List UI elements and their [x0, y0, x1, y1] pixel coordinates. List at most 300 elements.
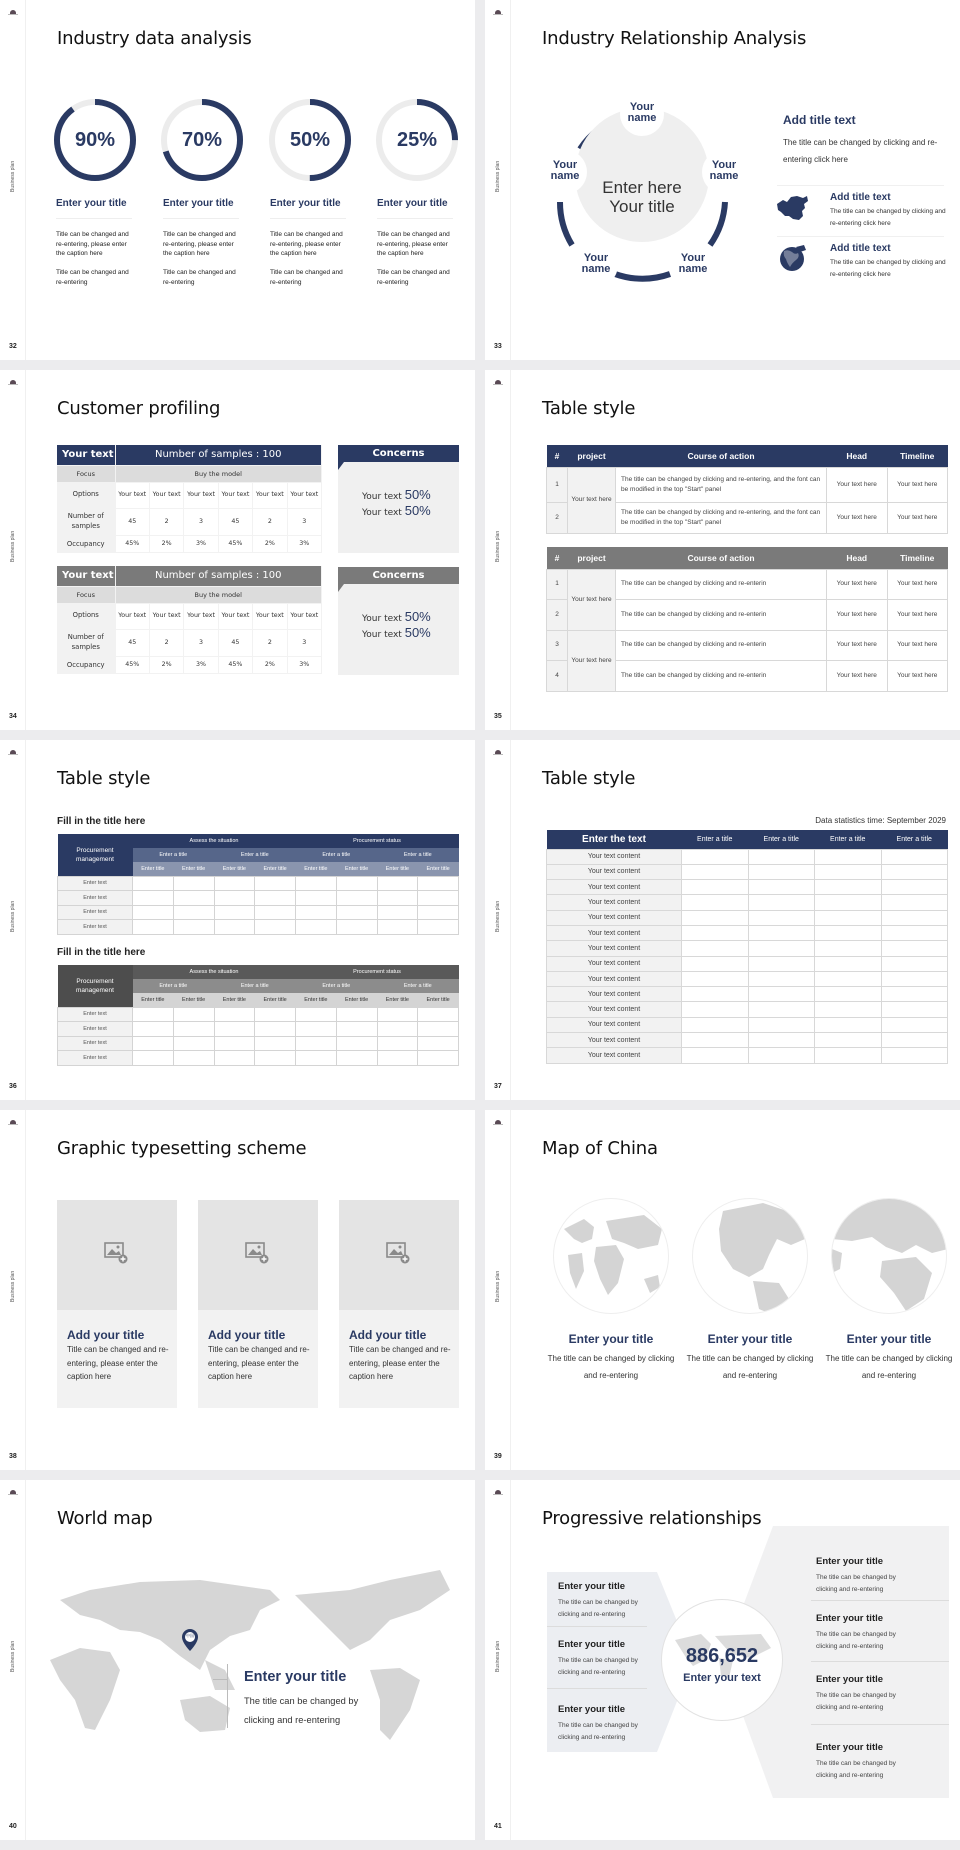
card-title: Add your title [349, 1328, 427, 1342]
table-cell: Your text [287, 603, 321, 629]
table-cell: 3 [184, 629, 218, 656]
slide-title: Table style [57, 768, 151, 789]
empty-cell[interactable] [815, 1002, 882, 1017]
table-cell: 45% [218, 656, 252, 673]
empty-cell[interactable] [296, 1007, 337, 1022]
slide-title: Graphic typesetting scheme [57, 1138, 307, 1159]
empty-cell[interactable] [418, 876, 459, 891]
empty-cell[interactable] [682, 1033, 749, 1048]
logo-icon [493, 1490, 503, 1496]
page-number: 41 [494, 1823, 502, 1830]
table-cell: Your text [184, 482, 218, 508]
row-label: Your text content [547, 971, 682, 986]
empty-cell[interactable] [815, 864, 882, 879]
section-subtitle: Fill in the title here [57, 816, 146, 827]
slide-title: Progressive relationships [542, 1508, 762, 1529]
procurement-table [57, 965, 459, 1066]
divider [777, 236, 944, 237]
empty-cell[interactable] [418, 1007, 459, 1022]
focus-value: Buy the model [115, 586, 322, 603]
empty-cell[interactable] [682, 1017, 749, 1032]
card-title: Add your title [67, 1328, 145, 1342]
empty-cell[interactable] [748, 1048, 815, 1063]
progress-ring [160, 98, 244, 182]
table-cell: Your text [184, 603, 218, 629]
table-row [58, 1036, 459, 1051]
empty-cell[interactable] [418, 891, 459, 906]
cycle-node[interactable] [574, 243, 618, 287]
empty-cell[interactable] [881, 1002, 948, 1017]
empty-cell[interactable] [296, 1022, 337, 1037]
slide-title: Table style [542, 768, 636, 789]
corner-header: Procurement management [58, 965, 133, 1007]
concern-text: Your text [362, 508, 402, 518]
empty-cell[interactable] [815, 849, 882, 864]
empty-cell[interactable] [214, 876, 255, 891]
empty-cell[interactable] [296, 876, 337, 891]
divider [811, 1600, 949, 1601]
table-row [547, 1033, 948, 1048]
action-table [546, 547, 948, 692]
row-label: Your text content [547, 925, 682, 940]
empty-cell[interactable] [748, 849, 815, 864]
slide-36[interactable] [0, 740, 475, 1100]
project-cell: Your text here [568, 467, 616, 533]
slide-38[interactable] [0, 1110, 475, 1470]
cycle-node[interactable] [702, 150, 746, 194]
empty-cell[interactable] [296, 1036, 337, 1051]
empty-cell[interactable] [748, 880, 815, 895]
empty-cell[interactable] [748, 971, 815, 986]
project-cell: Your text here [568, 630, 616, 691]
empty-cell[interactable] [815, 956, 882, 971]
empty-cell[interactable] [682, 1002, 749, 1017]
statistics-time: Data statistics time: September 2029 [815, 816, 946, 825]
empty-cell[interactable] [336, 1036, 377, 1051]
empty-cell[interactable] [682, 971, 749, 986]
row-number: 2 [547, 502, 568, 533]
side-label: Business plan [10, 900, 16, 932]
center-title [575, 178, 709, 216]
empty-cell[interactable] [296, 1051, 337, 1066]
head-cell: Your text here [827, 661, 888, 692]
table-row [547, 630, 948, 661]
empty-cell[interactable] [881, 849, 948, 864]
globe-desc: The title can be changed by clicking and re-entering [547, 1354, 675, 1380]
image-placeholder[interactable] [57, 1200, 177, 1310]
divider [377, 218, 453, 219]
table-cell: 45 [115, 508, 149, 535]
cycle-node[interactable] [620, 92, 664, 136]
empty-cell[interactable] [214, 905, 255, 920]
table-cell: 2 [149, 629, 183, 656]
empty-cell[interactable] [173, 1051, 214, 1066]
empty-cell[interactable] [133, 1036, 174, 1051]
action-cell: The title can be changed by clicking and re-enterin [616, 661, 827, 692]
profile-table [57, 566, 322, 674]
page-number: 34 [9, 713, 17, 720]
center-number: 886,652 [685, 1645, 759, 1667]
empty-cell[interactable] [133, 905, 174, 920]
table-row [547, 941, 948, 956]
section-subtitle: Fill in the title here [57, 947, 146, 958]
ring-percent: 25% [396, 129, 438, 151]
col-header: project [577, 450, 606, 461]
empty-cell[interactable] [682, 956, 749, 971]
empty-cell[interactable] [214, 920, 255, 935]
focus-label: Focus [57, 586, 115, 603]
ring-desc: Title can be changed and re-entering, please enter the caption here [163, 231, 236, 257]
empty-cell[interactable] [377, 920, 418, 935]
empty-cell[interactable] [881, 1017, 948, 1032]
node-label: name [550, 170, 580, 182]
empty-cell[interactable] [815, 1033, 882, 1048]
table-cell: 2 [149, 508, 183, 535]
left-item-title: Enter your title [558, 1639, 626, 1650]
empty-cell[interactable] [133, 1007, 174, 1022]
empty-cell[interactable] [255, 1007, 296, 1022]
leaf-header: Enter title [385, 865, 409, 872]
empty-cell[interactable] [377, 1022, 418, 1037]
empty-cell[interactable] [881, 864, 948, 879]
row-label: Enter text [58, 920, 133, 935]
page-number: 36 [9, 1083, 17, 1090]
empty-cell[interactable] [815, 925, 882, 940]
empty-cell[interactable] [133, 920, 174, 935]
slide-39[interactable] [485, 1110, 960, 1470]
table-row [547, 910, 948, 925]
table-header-left: Your text [57, 566, 115, 586]
slide-32[interactable] [0, 0, 475, 360]
slide-35[interactable] [485, 370, 960, 730]
empty-cell[interactable] [815, 895, 882, 910]
empty-cell[interactable] [336, 1051, 377, 1066]
concern-line [362, 625, 452, 640]
slide-40[interactable] [0, 1480, 475, 1840]
row-number: 3 [547, 630, 568, 661]
leaf-header: Enter title [182, 865, 206, 872]
empty-cell[interactable] [255, 1036, 296, 1051]
empty-cell[interactable] [418, 905, 459, 920]
empty-cell[interactable] [682, 1048, 749, 1063]
right-item-desc: The title can be changed by clicking and re-entering [816, 1692, 896, 1711]
side-label: Business plan [495, 530, 501, 562]
table-cell: 2% [149, 535, 183, 552]
empty-cell[interactable] [748, 1002, 815, 1017]
table-cell: 2% [253, 535, 287, 552]
empty-cell[interactable] [133, 1051, 174, 1066]
empty-cell[interactable] [748, 1017, 815, 1032]
empty-cell[interactable] [214, 1007, 255, 1022]
empty-cell[interactable] [173, 876, 214, 891]
globe-title: Enter your title [568, 1332, 654, 1346]
page-number: 38 [9, 1453, 17, 1460]
col-header: # [554, 450, 560, 461]
side-label: Business plan [495, 1270, 501, 1302]
logo-icon [493, 380, 503, 386]
row-label: Your text content [547, 864, 682, 879]
empty-cell[interactable] [296, 920, 337, 935]
col-header: # [554, 552, 560, 563]
table-cell: Your text [218, 482, 252, 508]
action-cell: The title can be changed by clicking and re-entering, and the font can be modified in the top "Start" panel [616, 502, 827, 533]
ring-title: Enter your title [163, 198, 234, 209]
concern-line [362, 487, 452, 502]
empty-cell[interactable] [748, 941, 815, 956]
node-label: Your [680, 252, 706, 264]
table-cell: 2% [253, 656, 287, 673]
cycle-node[interactable] [543, 150, 587, 194]
slide-41[interactable] [485, 1480, 960, 1840]
table-cell: Your text [253, 482, 287, 508]
add-image-icon[interactable] [104, 1242, 128, 1264]
table-cell: 2% [149, 656, 183, 673]
empty-cell[interactable] [133, 1022, 174, 1037]
add-image-icon[interactable] [245, 1242, 269, 1264]
row-label: Your text content [547, 941, 682, 956]
col-header: Enter a title [881, 830, 948, 849]
table-row [547, 864, 948, 879]
row-number: 1 [547, 467, 568, 502]
empty-cell[interactable] [214, 1036, 255, 1051]
ring-title: Enter your title [270, 198, 341, 209]
empty-cell[interactable] [173, 1036, 214, 1051]
table-header-right: Number of samples : 100 [115, 566, 322, 586]
empty-cell[interactable] [214, 891, 255, 906]
empty-cell[interactable] [748, 925, 815, 940]
empty-cell[interactable] [255, 1022, 296, 1037]
empty-cell[interactable] [377, 876, 418, 891]
row-label: Enter text [58, 1022, 133, 1037]
empty-cell[interactable] [133, 891, 174, 906]
empty-cell[interactable] [296, 905, 337, 920]
globe-title: Enter your title [846, 1332, 932, 1346]
slide-title: World map [57, 1508, 153, 1529]
empty-cell[interactable] [815, 941, 882, 956]
empty-cell[interactable] [748, 910, 815, 925]
right-item-desc: The title can be changed by clicking and re-entering [816, 1574, 896, 1593]
left-item-desc: The title can be changed by clicking and re-entering [558, 1657, 638, 1676]
row-label: Your text content [547, 849, 682, 864]
empty-cell[interactable] [682, 941, 749, 956]
col-header: Course of action [687, 552, 755, 563]
empty-cell[interactable] [748, 987, 815, 1002]
side-label: Business plan [10, 1640, 16, 1672]
empty-cell[interactable] [815, 971, 882, 986]
empty-cell[interactable] [881, 925, 948, 940]
item-desc: The title can be changed by clicking and re-entering click here [830, 208, 946, 227]
row-label: Your text content [547, 1017, 682, 1032]
empty-cell[interactable] [336, 876, 377, 891]
action-cell: The title can be changed by clicking and re-entering, and the font can be modified in the top "Start" panel [616, 467, 827, 502]
empty-cell[interactable] [173, 1022, 214, 1037]
empty-cell[interactable] [815, 1048, 882, 1063]
progress-ring [375, 98, 459, 182]
empty-cell[interactable] [748, 895, 815, 910]
empty-cell[interactable] [255, 920, 296, 935]
empty-cell[interactable] [336, 920, 377, 935]
empty-cell[interactable] [682, 864, 749, 879]
image-placeholder[interactable] [198, 1200, 318, 1310]
empty-cell[interactable] [255, 905, 296, 920]
ring-title: Enter your title [377, 198, 448, 209]
empty-cell[interactable] [296, 891, 337, 906]
right-item-desc: The title can be changed by clicking and re-entering [816, 1760, 896, 1779]
col-header: Timeline [900, 450, 935, 461]
empty-cell[interactable] [336, 1022, 377, 1037]
empty-cell[interactable] [377, 1036, 418, 1051]
row-label: Enter text [58, 876, 133, 891]
side-label: Business plan [10, 1270, 16, 1302]
mid-header: Enter a title [403, 852, 432, 858]
empty-cell[interactable] [881, 956, 948, 971]
empty-cell[interactable] [418, 1036, 459, 1051]
corner-header: Procurement management [58, 834, 133, 876]
empty-cell[interactable] [815, 987, 882, 1002]
empty-cell[interactable] [682, 895, 749, 910]
table-cell: 45 [115, 629, 149, 656]
empty-cell[interactable] [173, 1007, 214, 1022]
slide-33[interactable] [485, 0, 960, 360]
empty-cell[interactable] [881, 1048, 948, 1063]
row-label: Enter text [58, 1007, 133, 1022]
slide-37[interactable] [485, 740, 960, 1100]
empty-cell[interactable] [748, 864, 815, 879]
empty-cell[interactable] [377, 905, 418, 920]
table-cell: 3% [184, 656, 218, 673]
empty-cell[interactable] [682, 910, 749, 925]
empty-cell[interactable] [336, 905, 377, 920]
center-text: Enter your text [683, 1672, 761, 1684]
table-row [547, 569, 948, 600]
empty-cell[interactable] [748, 1033, 815, 1048]
table-row [58, 920, 459, 935]
logo-icon [493, 750, 503, 756]
node-label: Your [629, 101, 655, 113]
ring-desc: Title can be changed and re-entering [270, 269, 343, 286]
progress-ring [268, 98, 352, 182]
empty-cell[interactable] [336, 1007, 377, 1022]
table-cell: Your text [149, 482, 183, 508]
group-header: Procurement status [353, 838, 401, 844]
image-card [57, 1200, 177, 1408]
globe-icon [553, 1198, 669, 1314]
table-header-right: Number of samples : 100 [115, 445, 322, 465]
empty-cell[interactable] [881, 971, 948, 986]
mid-header: Enter a title [322, 852, 351, 858]
table-header-left: Your text [57, 445, 115, 465]
left-item-desc: The title can be changed by clicking and re-entering [558, 1722, 638, 1741]
action-cell: The title can be changed by clicking and re-enterin [616, 569, 827, 600]
empty-cell[interactable] [682, 880, 749, 895]
slide-34[interactable] [0, 370, 475, 730]
empty-cell[interactable] [377, 1007, 418, 1022]
empty-cell[interactable] [173, 920, 214, 935]
row-label: Options [57, 603, 115, 629]
leaf-header: Enter title [182, 996, 206, 1003]
logo-icon [493, 1120, 503, 1126]
mid-header: Enter a title [159, 983, 188, 989]
table-cell: 2 [253, 508, 287, 535]
table-row [58, 1051, 459, 1066]
row-label: Your text content [547, 895, 682, 910]
empty-cell[interactable] [214, 1022, 255, 1037]
table-cell: Your text [287, 482, 321, 508]
empty-cell[interactable] [881, 910, 948, 925]
empty-cell[interactable] [255, 1051, 296, 1066]
empty-cell[interactable] [214, 1051, 255, 1066]
table-cell: 45 [218, 629, 252, 656]
world-map-icon [50, 1560, 460, 1760]
globe-desc: The title can be changed by clicking and re-entering [825, 1354, 953, 1380]
row-label: Your text content [547, 956, 682, 971]
empty-cell[interactable] [173, 891, 214, 906]
timeline-cell: Your text here [887, 467, 948, 502]
empty-cell[interactable] [336, 891, 377, 906]
cycle-node[interactable] [671, 243, 715, 287]
node-label: Your [552, 159, 578, 171]
concern-value: 50% [404, 625, 431, 640]
empty-cell[interactable] [255, 876, 296, 891]
empty-cell[interactable] [815, 910, 882, 925]
empty-cell[interactable] [255, 891, 296, 906]
empty-cell[interactable] [682, 849, 749, 864]
head-cell: Your text here [827, 502, 888, 533]
location-pin-icon[interactable] [181, 1628, 199, 1652]
callout-line [213, 1679, 227, 1680]
empty-cell[interactable] [748, 956, 815, 971]
empty-cell[interactable] [377, 891, 418, 906]
add-image-icon[interactable] [386, 1242, 410, 1264]
empty-cell[interactable] [815, 1017, 882, 1032]
empty-cell[interactable] [815, 880, 882, 895]
empty-cell[interactable] [377, 1051, 418, 1066]
col-header: project [577, 552, 606, 563]
ring-desc: Title can be changed and re-entering, please enter the caption here [56, 231, 129, 257]
empty-cell[interactable] [418, 920, 459, 935]
concern-line [362, 503, 452, 518]
slide-title: Industry Relationship Analysis [542, 28, 807, 49]
empty-cell[interactable] [418, 1051, 459, 1066]
callout-desc: The title can be changed by clicking and re-entering [244, 1696, 359, 1725]
empty-cell[interactable] [881, 895, 948, 910]
action-table [546, 445, 948, 534]
empty-cell[interactable] [133, 876, 174, 891]
ring-desc: Title can be changed and re-entering [377, 269, 450, 286]
empty-cell[interactable] [881, 941, 948, 956]
mid-header: Enter a title [403, 983, 432, 989]
main-desc: The title can be changed by clicking and re-entering click here [783, 138, 938, 164]
table-cell: Your text [115, 603, 149, 629]
group-header: Assess the situation [189, 838, 239, 844]
empty-cell[interactable] [881, 880, 948, 895]
divider [811, 1661, 949, 1662]
image-placeholder[interactable] [339, 1200, 459, 1310]
action-cell: The title can be changed by clicking and re-enterin [616, 630, 827, 661]
empty-cell[interactable] [418, 1022, 459, 1037]
concern-value: 50% [404, 487, 431, 502]
empty-cell[interactable] [881, 1033, 948, 1048]
group-header: Procurement status [353, 969, 401, 975]
empty-cell[interactable] [173, 905, 214, 920]
ring-desc: Title can be changed and re-entering, please enter the caption here [270, 231, 343, 257]
mid-header: Enter a title [240, 983, 269, 989]
empty-cell[interactable] [682, 987, 749, 1002]
row-label: Your text content [547, 1002, 682, 1017]
empty-cell[interactable] [881, 987, 948, 1002]
divider [56, 218, 132, 219]
empty-cell[interactable] [682, 925, 749, 940]
